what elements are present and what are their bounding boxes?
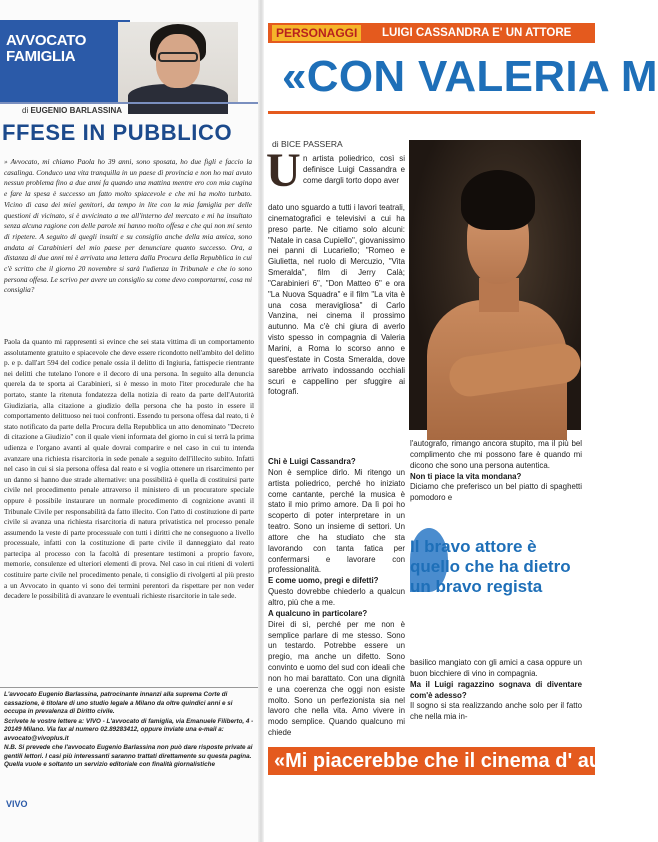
intro-text: n artista poliedrico, così si definisce Luigi Cassandra e come dargli torto dopo aver [303, 154, 405, 185]
answer: Non è semplice dirlo. Mi ritengo un artista poliedrico, perché ho iniziato come cantante, perché la musica è stato il mio primo amore. Da lì poi ho scoperto di poter interpretare in un teatro. Sono un insieme di settori. Un attore che ha studiato che sta lavorando con tanta fatica per confermarsi e lavorare con professionalità. [268, 467, 405, 575]
column-title-line1: AVVOCATO [6, 32, 87, 49]
page-mark: VIVO [6, 799, 28, 809]
section-label: PERSONAGGI [272, 25, 361, 41]
actor-portrait [409, 140, 581, 430]
left-page [0, 0, 262, 842]
lawyer-answer: Paola da quanto mi rappresenti si evince che sei stata vittima di un comportamento assolutamente gratuito e spiacevole che deve essere ricondotto nell'ambito del delitto p. e p. dall'art 594 del codice penale ossia il delitto di Ingiuria, fattispecie rientrante nei delitti che tutelano l'onore e il decoro di una persona. In seguito alla denuncia querela da te sporta ai Carabinieri, si è messo in moto l'iter procedurale che ha portato, stante la ritenuta fondatezza della notizia di reato da parte dell'Autorità Giudiziaria, alla citazione a giudizio della persona che ha posto in essere il comportamento delittuoso nei tuoi confronti. Essendo tu persona offesa dal reato, ti è stato notificato da parte della Procura della Repubblica un atto denominato "Decreto di citazione a Giudizio" con il quale vieni informata del giorno in cui si terrà la prima udienza e l'organo avanti al quale dovrai comparire e nel caso in cui tu intenda avanzare una richiesta risarcitoria in sede penale a seguito dell'illecito subito. Infatti nel caso in cui si sia persona offesa dal reato e si voglia ottenere un risarcimento per un danno si hanno due strade alternative: una possibilità è quella di costituirsi parte civile nel procedimento penale attraverso il ministero di un procuratore speciale oppure è possibile instaurare un normale procedimento di cognizione avanti il Tribunale Civile per responsabilità da fatto illecito. Con l'atto di costituzione di parte civile si avanza una richiesta risarcitoria di natura privatistica nel processo penale assumendo la veste di parte processuale con tutti i diritti che ne conseguono a livello processuale, infatti con la costituzione di parte civile il danneggiato dal reato partecipa al processo con la facoltà di presentare testimoni a proprio favore, memorie, consulenze ed ulteriori elementi di prova. Nel caso in cui ritieni di volerti costituire parte civile nel procedimento penale, ti consiglio di rivolgerti al più presto a un Avvocato in quanto vi sono dei termini perentori da rispettare per non veder decadere le possibilità di avanzare le eventuali richieste risarcitorie in tale sede. [4, 337, 254, 601]
column-header [0, 20, 130, 102]
headline-rule [268, 111, 595, 114]
question: A qualcuno in particolare? [268, 608, 368, 618]
question: E come uomo, pregi e difetti? [268, 576, 379, 586]
column-footer [4, 691, 254, 771]
intro-text-continued: dato uno sguardo a tutti i lavori teatrali, cinematografici e televisivi a cui ha preso parte. Ne citiamo solo alcuni: "Natale in casa Cupiello", giovanissimo nei panni di Lucariello; "Romeo e Giulietta, nel ruolo di Mercuzio, "Vita Smeralda", film di Jerry Calà; "Carabinieri 6", "Don Matteo 6" e ora "La Nuova Squadra" e il film "La vita è una cosa meravigliosa" di Carlo Vanzina, nei cinema il prossimo autunno. Ma c'è chi giura di averlo visto spesso in compagnia di Valeria Marini, a Roma lo scorso anno e quest'estate in Costa Smeralda, dove sarebbe arrivato indossando occhiali scuri e cappellino per sfuggire ai fotografi. [268, 203, 405, 397]
column-byline: di EUGENIO BARLASSINA [22, 106, 123, 115]
question: Ma il Luigi ragazzino sognava di diventare com'è adesso? [410, 679, 582, 700]
footer-contact: Scrivete le vostre lettere a: VIVO - L'avvocato di famiglia, via Emanuele Filiberto, 4 - 20149 Milano. Via fax al numero 02.89283412, oppure inviate una e-mail a: avvocato@vivoplus.it [4, 717, 254, 742]
answer: l'autografo, rimango ancora stupito, ma il più bel complimento che mi possono fare è quando mi dicono che sono una persona autentica. [410, 439, 582, 470]
interview-column-2 [410, 439, 582, 504]
answer: Questo dovrebbe chiederlo a qualcun altro, più che a me. [268, 587, 405, 607]
question: Chi è Luigi Cassandra? [268, 457, 356, 466]
footer-disclaimer: N.B. Si prevede che l'avvocato Eugenio Barlassina non può dare risposte private ai gentili lettori. I casi più interessanti saranno trattati direttamente su questa pagina. Quella vuole e soltanto un servizio editoriale con finalità giornalistiche [4, 744, 253, 768]
article-headline: «CON VALERIA M [282, 52, 658, 101]
pull-quote: Il bravo attore è quello che ha dietro un bravo regista [410, 537, 571, 596]
kicker-title: LUIGI CASSANDRA E' UN ATTORE [382, 27, 572, 39]
answer: Il sogno si sta realizzando anche solo per il fatto che nella mia in- [410, 701, 582, 722]
interview-column-2-continued [410, 658, 582, 723]
column-title-line2: FAMIGLIA [6, 48, 76, 65]
header-rule [0, 102, 258, 104]
column-headline: FFESE IN PUBBLICO [2, 120, 233, 145]
reader-letter: » Avvocato, mi chiamo Paola ho 39 anni, sono sposata, ho due figli e faccio la casalinga. Conduco una vita tranquilla in un paese di provincia e non ho mai avuto nessun problema fino a due anni fa quando una mattina mentre ero con mia cugina e fare la spesa è successo un fatto molto spiacevole e che mi ha molto turbato. Vicino di casa dei miei genitori, da tempo in lite con la mia famiglia per delle questioni di vicinato, si è avvicinato a me all'interno del mercato e mi ha insultato senza alcuna ragione con delle parole mi hanno molto offesa e che qui non mi sento di ripetere. A seguito di quegli insulti e su consiglio anche della mia amica, sono andata ai Carabinieri del mio paese per denunciare quanto successo. Ora, a distanza di due anni mi è arrivata una lettera dalla Procura della Repubblica in cui c'è scritto che il giorno 20 novembre si sarà l'udienza in Tribunale e che io sono persona offesa. Le scrivo per avere un consiglio su come devo comportarmi, cosa mi consiglia? [4, 157, 252, 295]
answer: basilico mangiato con gli amici a casa oppure un buon bicchiere di vino in compagnia. [410, 658, 582, 678]
answer: Direi di sì, perché per me non è semplice parlare di me stesso. Sono un testardo. Potrebbe essere un pregio, ma anche un difetto. Sono convinto e uomo del sud con ideali che non ho mai barattato. Con una dignità e una coerenza che oggi non esiste molto. Sono un perfezionista sia nel lavoro che nella vita. Amo vivere in modo semplice. Quando qualcuno mi chiede [268, 619, 405, 738]
answer: Diciamo che preferisco un bel piatto di spaghetti pomodoro e [410, 482, 582, 503]
article-byline: di BICE PASSERA [272, 139, 343, 149]
page-gutter [258, 0, 264, 842]
drop-cap: U [266, 144, 301, 197]
footer-rule [0, 687, 258, 688]
author-name: EUGENIO BARLASSINA [30, 106, 123, 115]
author-photo [118, 22, 238, 102]
footer-bio: L'avvocato Eugenio Barlassina, patrocinante innanzi alla suprema Corte di cassazione, è titolare di uno studio legale a Milano da oltre quindici anni e si occupa in prevalenza di Diritto civile. [4, 691, 233, 715]
question: Non ti piace la vita mondana? [410, 471, 522, 481]
interview-column-1 [268, 457, 405, 739]
bottom-quote: «Mi piacerebbe che il cinema d' au [274, 750, 602, 772]
